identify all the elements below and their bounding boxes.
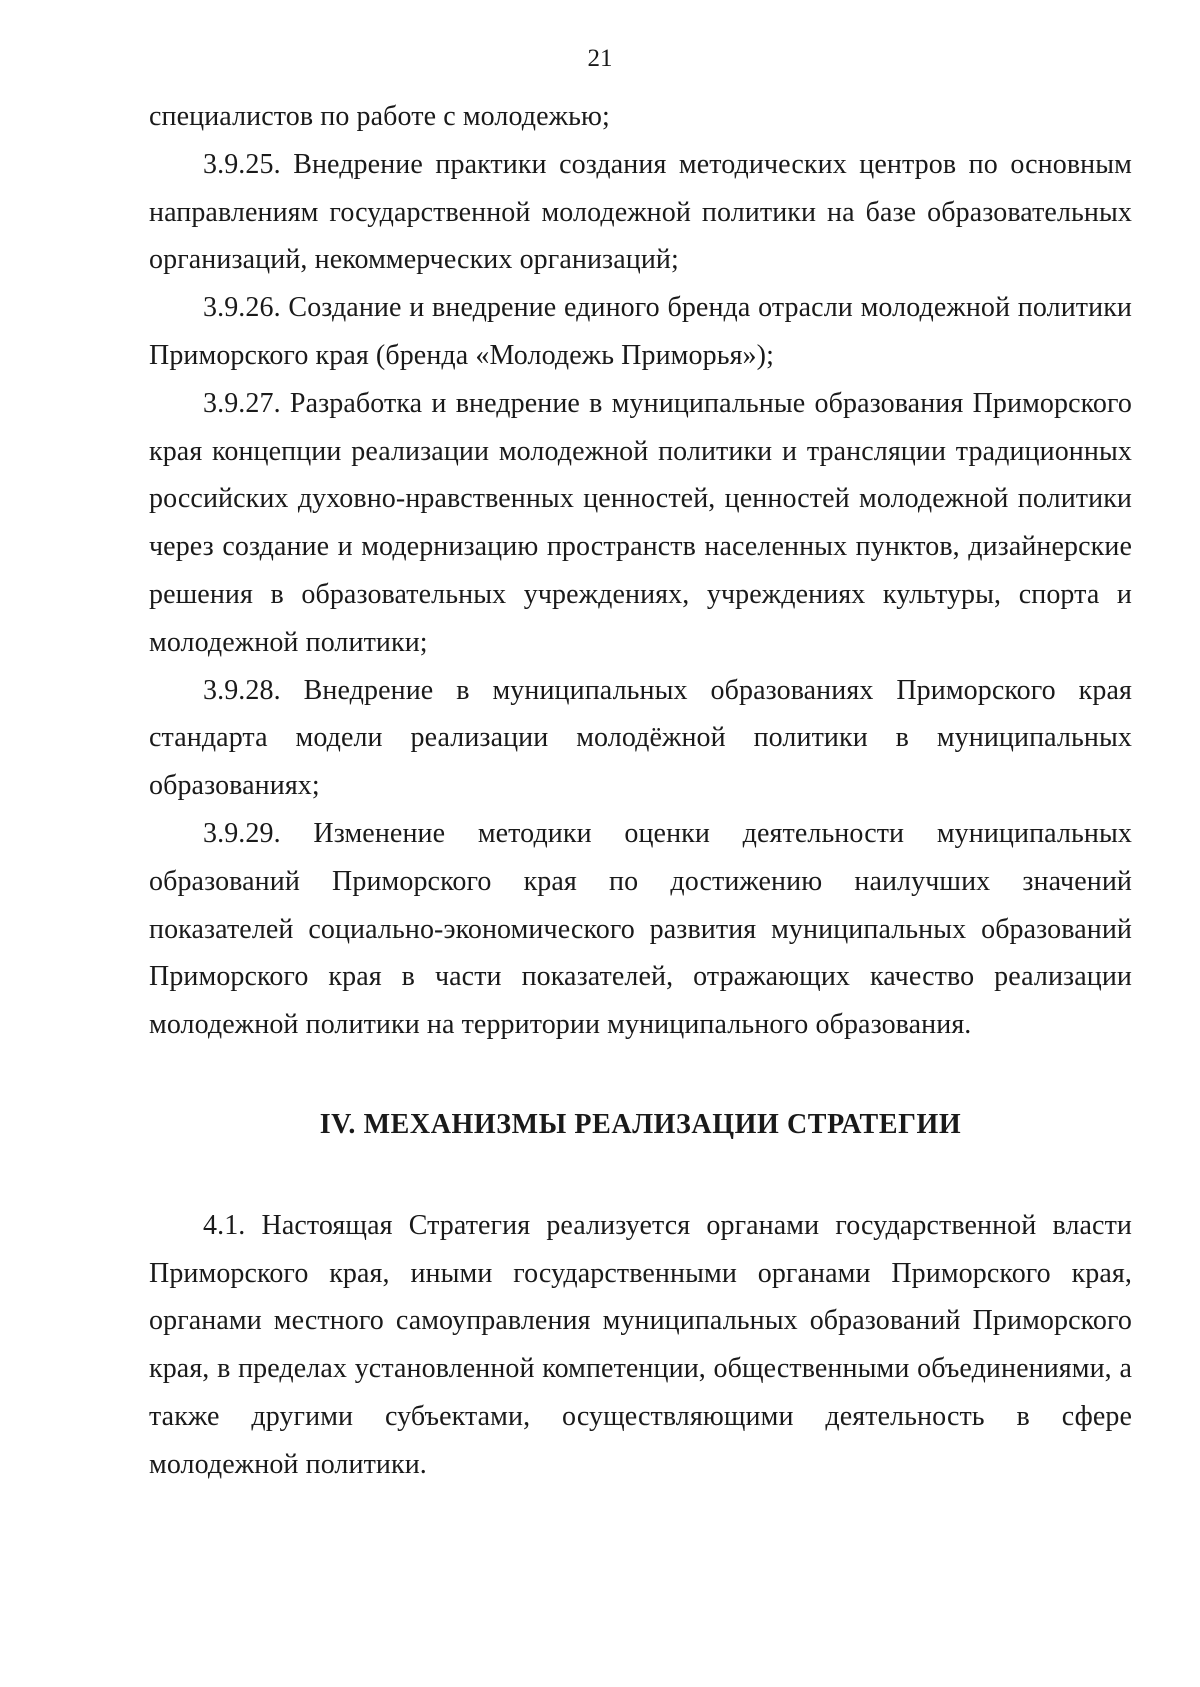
paragraph-4-1: 4.1. Настоящая Стратегия реализуется органами государственной власти Приморского края, иными государственными органами Приморского края, органами местного самоуправления муниципальных образований Приморского края, в пределах установленной компетенции, общественными объединениями, а также другими субъектами, осуществляющими деятельность в сфере молодежной политики. xyxy=(149,1209,1132,1480)
paragraph-3-9-26: 3.9.26. Создание и внедрение единого бренда отрасли молодежной политики Приморского края (бренда «Молодежь Приморья»); xyxy=(149,292,1132,371)
paragraph-3-9-25: 3.9.25. Внедрение практики создания методических центров по основным направлениям государственной молодежной политики на базе образовательных организаций, некоммерческих организаций; xyxy=(149,148,1132,276)
paragraph-3-9-27: 3.9.27. Разработка и внедрение в муниципальные образования Приморского края концепции реализации молодежной политики и трансляции традиционных российских духовно-нравственных ценностей, ценностей молодежной политики через создание и модернизацию пространств населенных пунктов, дизайнерские решения в образовательных учреждениях, учреждениях культуры, спорта и молодежной политики; xyxy=(149,387,1132,658)
paragraph-3-9-29: 3.9.29. Изменение методики оценки деятельности муниципальных образований Приморского края по достижению наилучших значений показателей социально-экономического развития муниципальных образований Приморского края в части показателей, отражающих качество реализации молодежной политики на территории муниципального образования. xyxy=(149,817,1132,1041)
page-number: 21 xyxy=(587,45,613,72)
section-heading: IV. МЕХАНИЗМЫ РЕАЛИЗАЦИИ СТРАТЕГИИ xyxy=(319,1108,962,1140)
paragraph-3-9-28: 3.9.28. Внедрение в муниципальных образованиях Приморского края стандарта модели реализации молодёжной политики в муниципальных образованиях; xyxy=(149,674,1132,802)
document-body xyxy=(149,93,1132,1489)
paragraph-continuation: специалистов по работе с молодежью; xyxy=(149,101,610,132)
